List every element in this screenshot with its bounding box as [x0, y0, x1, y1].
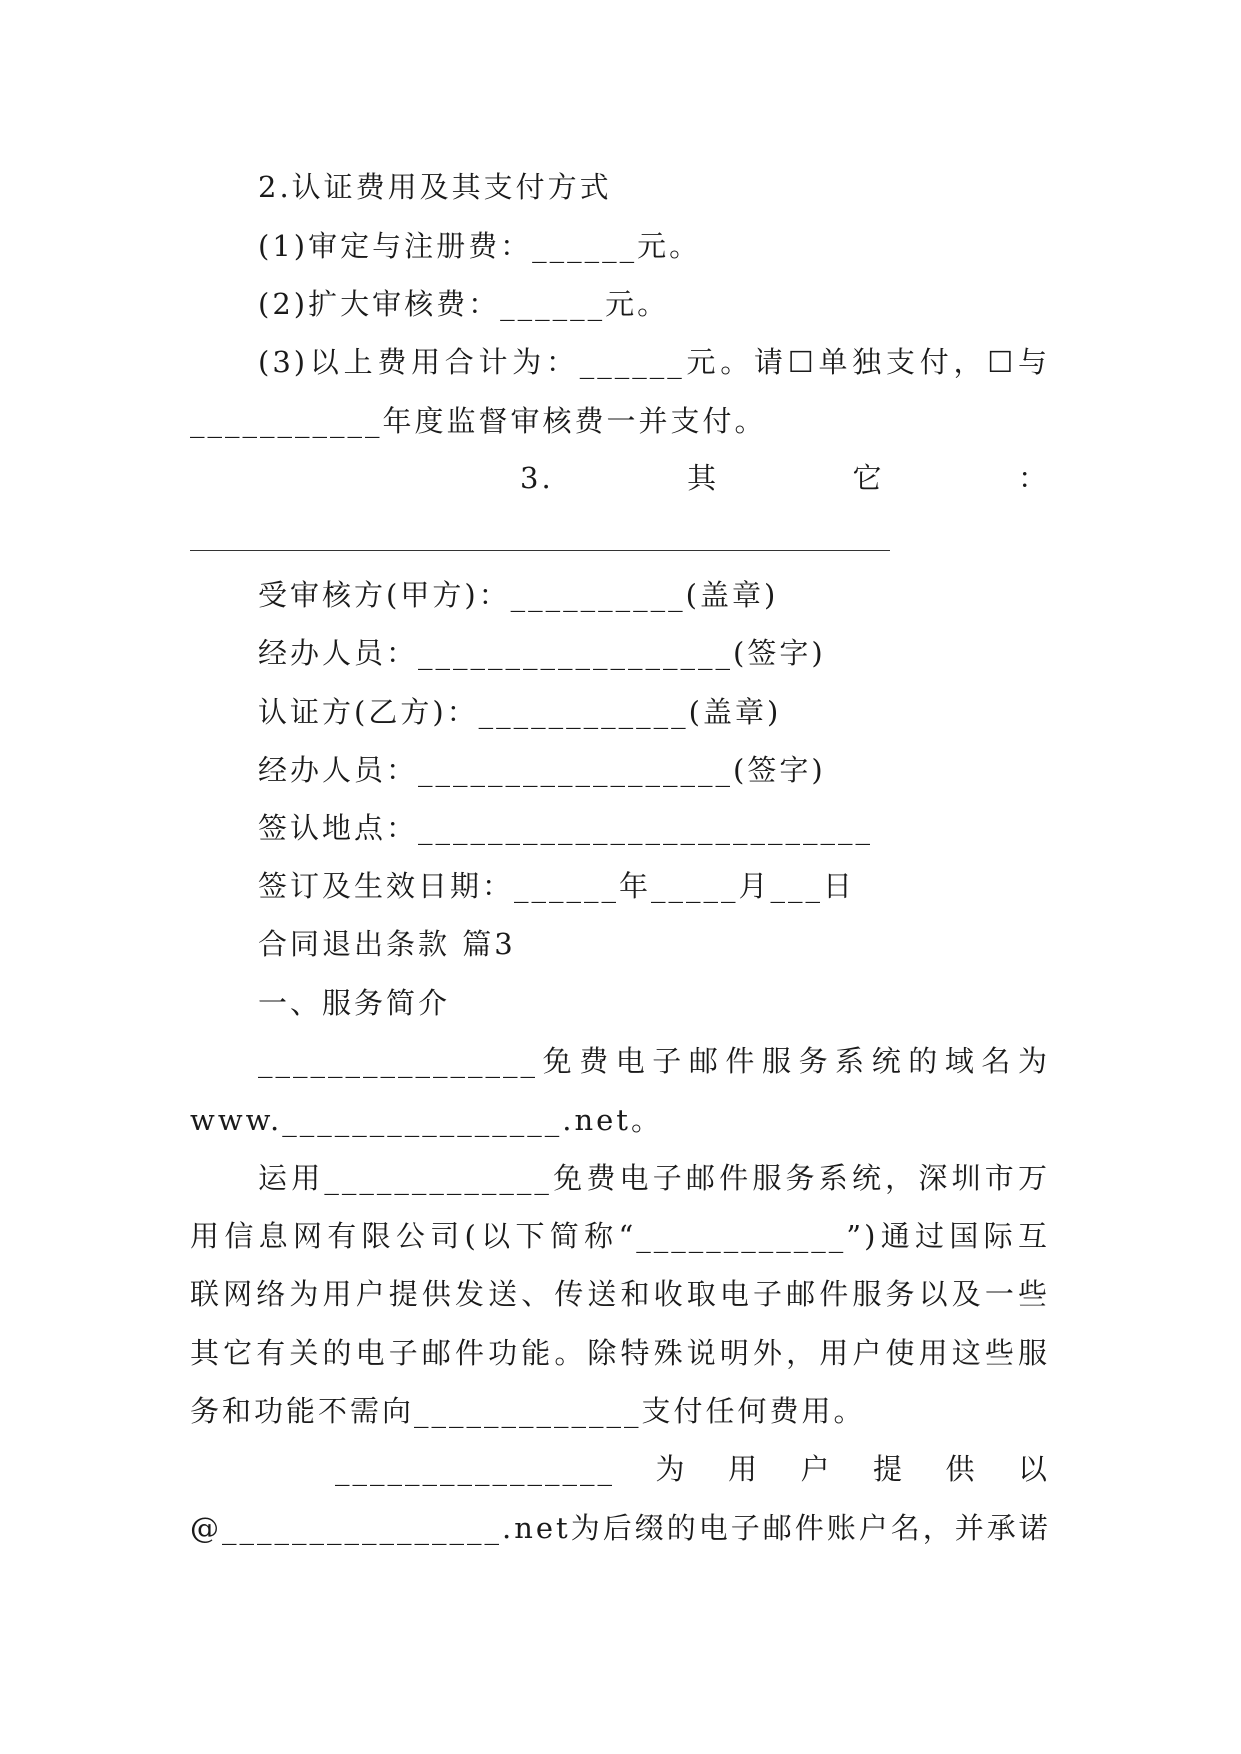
- paragraph-2-line-4: 其它有关的电子邮件功能。除特殊说明外，用户使用这些服: [190, 1336, 1050, 1370]
- signing-date-line: 签订及生效日期：______年_____月___日: [258, 869, 856, 903]
- paragraph-2-line-2: 用信息网有限公司(以下简称“____________”)通过国际互: [190, 1219, 1050, 1253]
- party-b-agent-line: 经办人员：__________________(签字): [258, 753, 826, 787]
- party-b-line: 认证方(乙方)：____________(盖章): [258, 695, 782, 729]
- other-blank-line: [190, 550, 890, 551]
- fee-item-3-continued: ___________年度监督审核费一并支付。: [190, 404, 767, 438]
- signing-location-line: 签认地点：__________________________: [258, 811, 874, 845]
- paragraph-3-line-1: ________________为用户提供以: [335, 1452, 1050, 1486]
- other-heading-char-2: 它: [852, 461, 885, 495]
- article-title: 合同退出条款 篇3: [258, 927, 516, 961]
- paragraph-2-line-1: 运用_____________免费电子邮件服务系统，深圳市万: [258, 1161, 1050, 1195]
- fee-item-1: (1)审定与注册费：______元。: [258, 229, 702, 263]
- fee-item-2: (2)扩大审核费：______元。: [258, 287, 670, 321]
- other-heading: [520, 458, 1050, 498]
- fee-item-3: (3)以上费用合计为：______元。请☐单独支付，☐与: [258, 345, 1050, 379]
- other-heading-colon: ：: [1017, 461, 1050, 495]
- other-heading-number: 3.: [520, 461, 554, 495]
- party-a-line: 受审核方(甲方)：__________(盖章): [258, 578, 779, 612]
- paragraph-1-line-1: ________________免费电子邮件服务系统的域名为: [258, 1044, 1050, 1078]
- section-heading-service: 一、服务简介: [258, 986, 451, 1020]
- paragraph-3-line-2: @________________.net为后缀的电子邮件账户名，并承诺: [190, 1511, 1051, 1545]
- other-heading-char-1: 其: [687, 461, 720, 495]
- paragraph-2-line-3: 联网络为用户提供发送、传送和收取电子邮件服务以及一些: [190, 1277, 1050, 1311]
- paragraph-2-line-5: 务和功能不需向_____________支付任何费用。: [190, 1394, 866, 1428]
- fee-section-heading: 2.认证费用及其支付方式: [258, 170, 612, 204]
- paragraph-1-line-2: www.________________.net。: [190, 1103, 663, 1137]
- party-a-agent-line: 经办人员：__________________(签字): [258, 636, 826, 670]
